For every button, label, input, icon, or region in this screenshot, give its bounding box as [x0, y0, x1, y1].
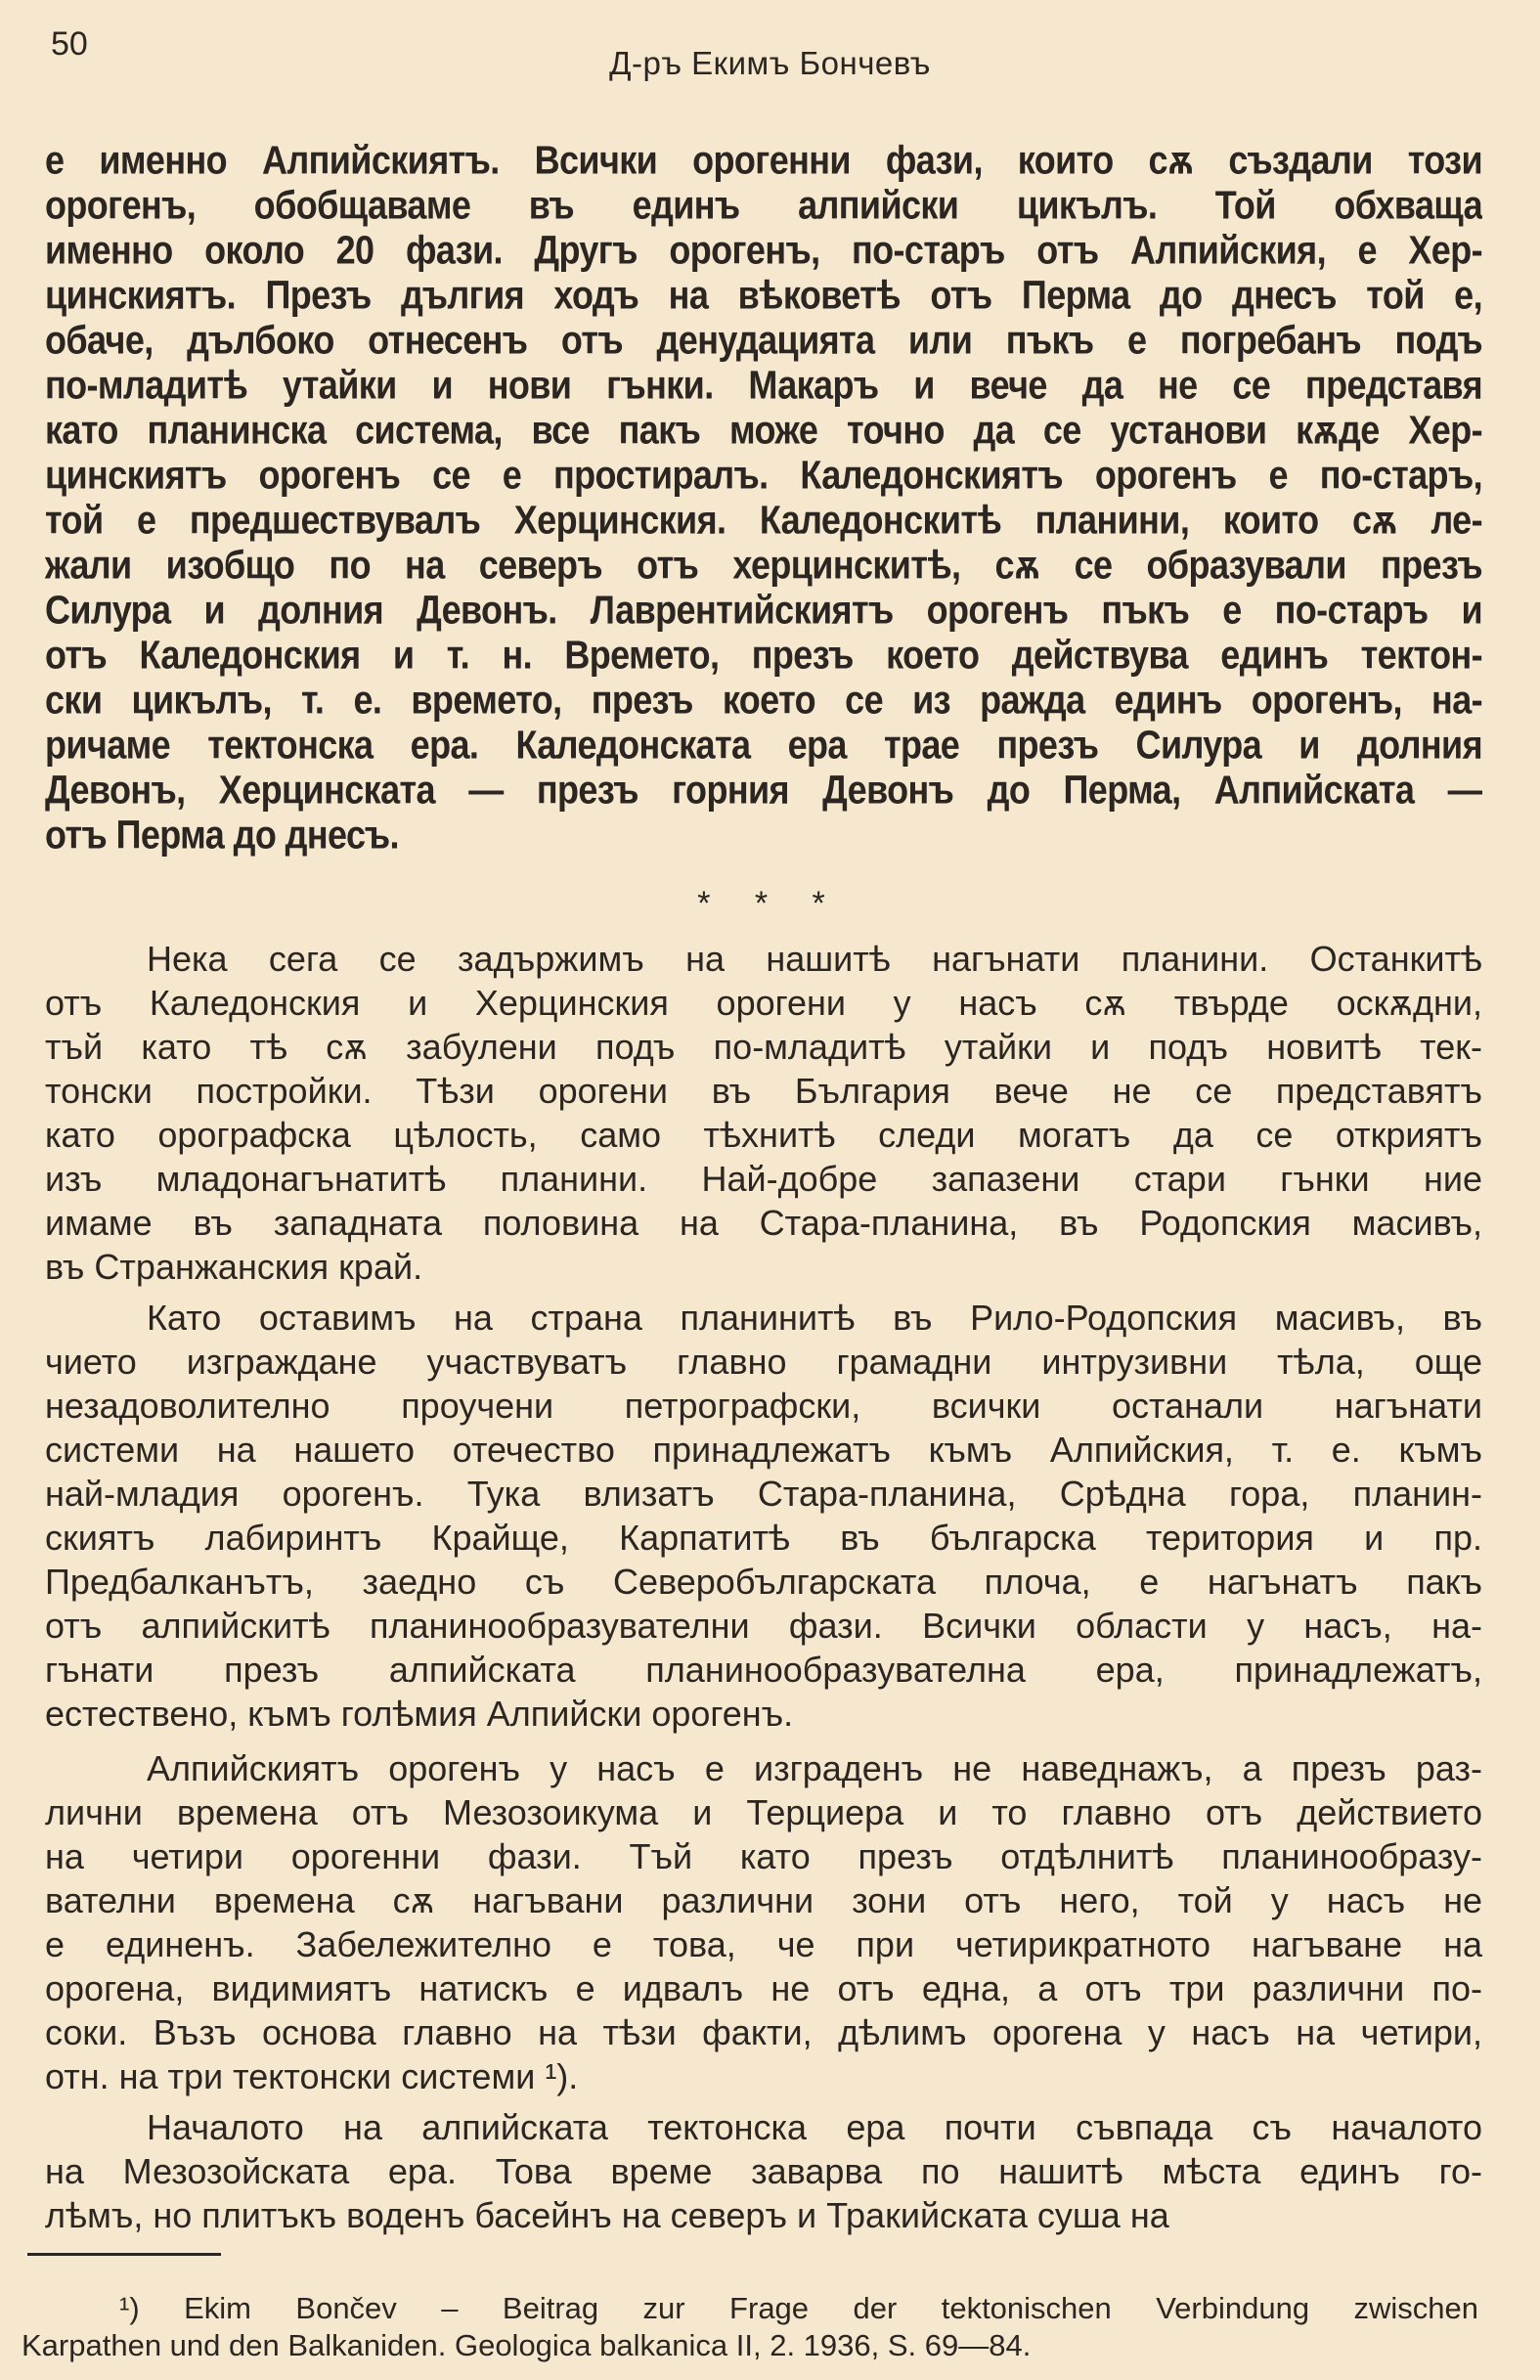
text-line: лични времена отъ Мезозоикума и Терциера и то главно отъ действието	[45, 1792, 1482, 1832]
text-line: Като оставимъ на страна планинитѣ въ Рило-Родопския масивъ, въ	[147, 1298, 1482, 1338]
text-line: Девонъ, Херцинската — презъ горния Девонъ до Перма, Алпийската —	[45, 767, 1482, 813]
text-line: скиятъ лабиринтъ Крайще, Карпатитѣ въ българска територия и пр.	[45, 1518, 1482, 1558]
text-line: незадоволително проучени петрографски, всички останали нагънати	[45, 1386, 1482, 1426]
text-line: лѣмъ, но плитъкъ воденъ басейнъ на северъ и Тракийската суша на	[45, 2195, 1169, 2235]
text-line: тъй като тѣ сѫ забулени подъ по-младитѣ утайки и подъ новитѣ тек-	[45, 1027, 1482, 1067]
text-line: соки. Възъ основа главно на тѣзи факти, дѣлимъ орогена у насъ на четири,	[45, 2012, 1482, 2052]
text-line: отъ Каледонския и Херцинския орогени у насъ сѫ твърде оскѫдни,	[45, 983, 1482, 1023]
text-line: е именно Алпийскиятъ. Всички орогенни фази, които сѫ създали този	[45, 137, 1482, 183]
text-line: орогена, видимиятъ натискъ е идвалъ не отъ една, а отъ три различни по-	[45, 1968, 1482, 2008]
text-line: изъ младонагънатитѣ планини. Най-добре запазени стари гънки ние	[45, 1159, 1482, 1199]
text-line: най-младия орогенъ. Тука влизатъ Стара-планина, Срѣдна гора, планин-	[45, 1474, 1482, 1514]
section-separator: * * *	[697, 885, 843, 922]
text-line: орогенъ, обобщаваме въ единъ алпийски цикълъ. Той обхваща	[45, 182, 1482, 228]
text-line: естествено, къмъ голѣмия Алпийски орогенъ.	[45, 1694, 794, 1734]
text-line: на Мезозойската ера. Това време заварва по нашитѣ мѣста единъ го-	[45, 2151, 1482, 2191]
text-line: тонски постройки. Тѣзи орогени въ България вече не се представятъ	[45, 1071, 1482, 1111]
text-line: жали изобщо по на северъ отъ херцинскитѣ, сѫ се образували презъ	[45, 542, 1482, 588]
text-line: именно около 20 фази. Другъ орогенъ, по-старъ отъ Алпийския, е Хер-	[45, 227, 1482, 273]
text-line: обаче, дълбоко отнесенъ отъ денудацията или пъкъ е погребанъ подъ	[45, 317, 1482, 363]
text-line: отъ Каледонския и т. н. Времето, презъ което действува единъ тектон-	[45, 632, 1482, 678]
text-line: имаме въ западната половина на Стара-планина, въ Родопския масивъ,	[45, 1203, 1482, 1243]
text-line: като орографска цѣлость, само тѣхнитѣ следи могатъ да се откриятъ	[45, 1115, 1482, 1155]
text-line: Нека сега се задържимъ на нашитѣ нагънати планини. Останкитѣ	[147, 939, 1482, 979]
text-line: като планинска система, все пакъ може точно да се установи кѫде Хер-	[45, 407, 1482, 453]
text-line: цинскиятъ орогенъ се е простиралъ. Каледонскиятъ орогенъ е по-старъ,	[45, 452, 1482, 498]
footnote-line: ¹) Ekim Bončev – Beitrag zur Frage der tektonischen Verbindung zwischen	[119, 2291, 1478, 2325]
page-number: 50	[51, 25, 88, 63]
text-line: вателни времена сѫ нагъвани различни зони отъ него, той у насъ не	[45, 1880, 1482, 1920]
text-line: отъ Перма до днесъ.	[45, 812, 399, 858]
footnote-line: Karpathen und den Balkaniden. Geologica balkanica II, 2. 1936, S. 69—84.	[22, 2328, 1032, 2362]
text-line: гънати презъ алпийската планинообразувателна ера, принадлежатъ,	[45, 1650, 1482, 1690]
text-line: на четири орогенни фази. Тъй като презъ отдѣлнитѣ планинообразу-	[45, 1836, 1482, 1876]
text-line: е единенъ. Забележително е това, че при четирикратното нагъване на	[45, 1924, 1482, 1964]
text-line: ски цикълъ, т. е. времето, презъ което се из ражда единъ орогенъ, на-	[45, 677, 1482, 723]
text-line: отн. на три тектонски системи ¹).	[45, 2056, 579, 2096]
text-line: по-младитѣ утайки и нови гънки. Макаръ и вече да не се представя	[45, 362, 1482, 408]
paragraph-3	[45, 1296, 1482, 1736]
text-line: ричаме тектонска ера. Каледонската ера трае презъ Силура и долния	[45, 722, 1482, 768]
text-line: Силура и долния Девонъ. Лаврентийскиятъ орогенъ пъкъ е по-старъ и	[45, 587, 1482, 633]
text-line: системи на нашето отечество принадлежатъ къмъ Алпийския, т. е. къмъ	[45, 1430, 1482, 1470]
text-line: Предбалканътъ, заедно съ Северобългарската плоча, е нагънатъ пакъ	[45, 1562, 1482, 1602]
footnote	[22, 2290, 1478, 2364]
paragraph-4	[45, 1746, 1482, 2098]
text-line: чието изграждане участвуватъ главно грамадни интрузивни тѣла, още	[45, 1342, 1482, 1382]
text-line: той е предшествувалъ Херцинския. Каледонскитѣ планини, които сѫ ле-	[45, 497, 1482, 543]
text-line: Алпийскиятъ орогенъ у насъ е изграденъ не наведнажъ, а презъ раз-	[147, 1748, 1482, 1788]
paragraph-2	[45, 937, 1482, 1289]
footnote-divider	[27, 2253, 221, 2256]
text-line: Началото на алпийската тектонска ера почти съвпада съ началото	[147, 2107, 1482, 2147]
text-line: въ Странжанския край.	[45, 1247, 423, 1287]
text-line: отъ алпийскитѣ планинообразувателни фази. Всички области у насъ, на-	[45, 1606, 1482, 1646]
paragraph-1	[45, 138, 1482, 858]
paragraph-5	[45, 2105, 1482, 2237]
running-title: Д-ръ Екимъ Бончевъ	[609, 45, 931, 81]
text-line: цинскиятъ. Презъ дългия ходъ на вѣковетѣ отъ Перма до днесъ той е,	[45, 272, 1482, 318]
